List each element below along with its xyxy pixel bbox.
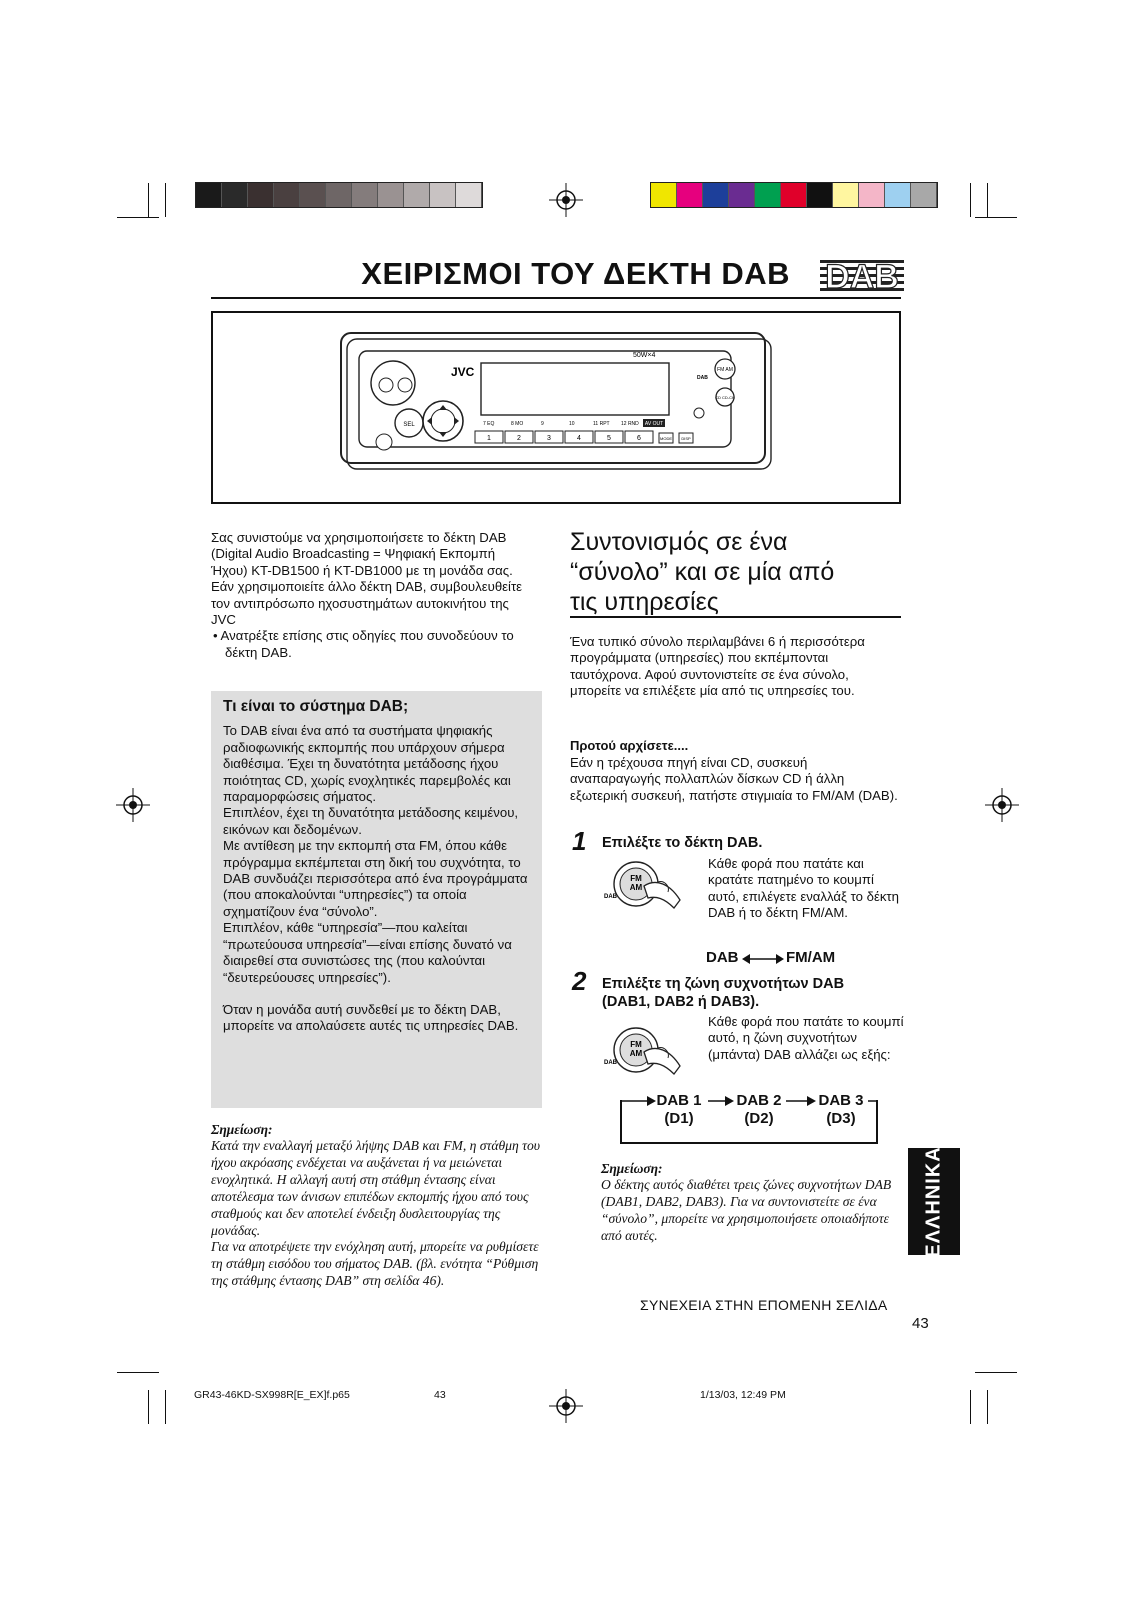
nine-label: 9 [541,421,544,427]
color-swatch [456,183,482,207]
dab-label: DAB [697,375,708,381]
color-swatch [300,183,326,207]
color-swatch [859,183,885,207]
step-number: 1 [572,826,587,856]
band-name: DAB 1 [656,1092,702,1109]
color-calibration-bar [650,182,938,208]
band-dab3 [814,1092,868,1128]
color-swatch [703,183,729,207]
crop-mark [970,1390,971,1424]
eq-label: 7 EQ [483,421,495,427]
intro-bullet: • Ανατρέξτε επίσης στις οδηγίες που συνοδεύουν το δέκτη DAB. [213,628,514,660]
crop-mark [117,217,159,218]
registration-mark-icon [549,1389,583,1423]
fm-am-button-icon [600,1022,702,1082]
section-intro [570,634,901,700]
registration-mark-icon [549,183,583,217]
section-heading-line: τις υπηρεσίες [570,588,719,616]
preset-button-label: 5 [607,435,611,442]
dab-info-paragraph: Το DAB είναι ένα από τα συστήματα ψηφιακής ραδιοφωνικής εκπομπής που υπάρχουν σήμερα διαθέσιμα. Έχει τη δυνατότητα μετάδοσης ήχου ποιότητας CD, χωρίς ενοχλητικές παρεμβολές και παραμορφώσεις σήματος. [223,723,511,805]
section-heading-line: “σύνολο” και σε μία από [570,558,835,586]
car-radio-illustration [213,313,899,502]
preset-button-label: 2 [517,435,521,442]
color-swatch [911,183,937,207]
knob-dab-label: DAB [604,894,617,900]
page-title: ΧΕΙΡΙΣΜΟΙ ΤΟΥ ΔΕΚΤΗ DAB [361,256,790,291]
color-swatch [378,183,404,207]
knob-am-label: AM [629,1049,643,1058]
fm-am-button-icon [600,856,702,916]
right-note [601,1161,901,1245]
section-heading-line: Συντονισμός σε ένα [570,528,788,556]
preset-button-label: 4 [577,435,581,442]
step-description-paragraph: Κάθε φορά που πατάτε και κρατάτε πατημένο το κουμπί αυτό, επιλέγετε εναλλάξ το δέκτη DAB ή το δέκτη FM/AM. [708,856,899,921]
dab-toggle-right: FM/AM [786,949,836,966]
crop-mark [165,1390,166,1424]
rpt-label: 11 RPT [593,421,610,427]
crop-mark [987,1390,988,1424]
power-label: 50W×4 [633,352,656,359]
dab-info-paragraph: Όταν η μονάδα αυτή συνδεθεί με το δέκτη DAB, μπορείτε να απολαύσετε αυτές τις υπηρεσίες DAB. [223,1001,519,1034]
preset-button-label: 1 [487,435,491,442]
section-heading [570,527,900,617]
rnd-label: 12 RND [621,421,639,427]
color-swatch [651,183,677,207]
left-note [211,1122,542,1290]
band-dab1 [652,1092,706,1128]
step-title [602,975,844,1011]
color-swatch [274,183,300,207]
color-swatch [430,183,456,207]
note-paragraph: Για να αποτρέψετε την ενόχληση αυτή, μπορείτε να ρυθμίσετε τη στάθμη εισόδου του σήματος DAB. (βλ. ενότητα “Ρύθμιση της στάθμης έντασης DAB” στη σελίδα 46). [211,1239,539,1289]
dab-logo-icon [820,258,904,297]
note-heading: Σημείωση: [211,1122,273,1137]
fmam-label: FM AM [717,367,733,373]
cd-label: CD CD-CH [715,395,735,400]
before-start-heading: Προτού αρχίσετε.... [570,738,689,753]
crop-mark [148,183,149,217]
registration-mark-icon [116,788,150,822]
crop-mark [970,183,971,217]
step-title-line: Επιλέξτε τη ζώνη συχνοτήτων DAB [602,976,845,992]
dab-logo-text: DAB [825,258,899,292]
color-swatch [222,183,248,207]
registration-mark-icon [985,788,1019,822]
step-description [708,856,904,922]
color-swatch [248,183,274,207]
section-rule [570,616,901,618]
section-intro-paragraph: Ένα τυπικό σύνολο περιλαμβάνει 6 ή περισσότερα προγράμματα (υπηρεσίες) που εκπέμπονται ταυτόχρονα. Αφού συντονιστείτε σε ένα σύνολο, μπορείτε να επιλέξετε μία από τις υπηρεσίες του. [570,634,865,699]
disp-label: DISP [681,436,691,441]
footer-filename: GR43-46KD-SX998R[E_EX]f.p65 [194,1389,350,1401]
dab-info-box [211,691,542,1108]
crop-mark [975,1372,1017,1373]
color-swatch [807,183,833,207]
color-swatch [781,183,807,207]
band-code: (D2) [744,1110,774,1127]
preset-button-label: 6 [637,435,641,442]
intro-paragraph: Σας συνιστούμε να χρησιμοποιήσετε το δέκτη DAB (Digital Audio Broadcasting = Ψηφιακή Εκπομπή Ήχου) KT-DB1500 ή KT-DB1000 με τη μονάδα σας. [211,530,513,578]
color-swatch [885,183,911,207]
mo-label: 8 MO [511,421,524,427]
before-start-text [570,755,901,804]
band-dab2 [732,1092,786,1128]
brand-label: JVC [451,365,475,379]
continue-notice: ΣΥΝΕΧΕΙΑ ΣΤΗΝ ΕΠΟΜΕΝΗ ΣΕΛΙΔΑ [640,1297,888,1313]
language-tab [908,1145,960,1258]
dab-info-paragraph: Επιπλέον, κάθε “υπηρεσία”—που καλείται “πρωτεύουσα υπηρεσία”—είναι επίσης δυνατό να διαιρεθεί στα συνιστώσες της (που καλούνται “δευτερεύουσες υπηρεσίες”). [223,920,512,985]
crop-mark [117,1372,159,1373]
intro-text [211,530,529,661]
before-start-paragraph: Εάν η τρέχουσα πηγή είναι CD, συσκευή αναπαραγωγής πολλαπλών δίσκων CD ή άλλη εξωτερική συσκευή, πατήστε στιγμιαία το FM/AM (DAB). [570,755,898,803]
color-swatch [196,183,222,207]
band-name: DAB 2 [736,1092,782,1109]
band-name: DAB 3 [818,1092,864,1109]
intro-paragraph: Εάν χρησιμοποιείτε άλλο δέκτη DAB, συμβουλευθείτε τον αντιπρόσωπο ηχοσυστημάτων αυτοκινήτου της JVC [211,579,523,628]
dab-toggle-left: DAB [706,949,739,966]
knob-am-label: AM [629,883,643,892]
crop-mark [987,183,988,217]
note-paragraph: Κατά την εναλλαγή μεταξύ λήψης DAB και FM, η στάθμη του ήχου ακρόασης ενδέχεται να αυξάνεται ή να μειώνεται ενοχλητικά. Η αλλαγή αυτή στη στάθμη έντασης είναι αποτέλεσμα των άνισων επιπέδων εκπομπής ήχου από τους σταθμούς και δεν αποτελεί ένδειξη δυσλειτουργίας της μονάδας. [211,1138,541,1238]
title-rule [211,297,901,299]
knob-fm-label: FM [630,874,642,883]
dab-info-paragraph: Επιπλέον, έχει τη δυνατότητα μετάδοσης κειμένου, εικόνων και δεδομένων. [223,805,519,837]
step-title-line: (DAB1, DAB2 ή DAB3). [602,994,760,1010]
color-swatch [404,183,430,207]
band-code: (D1) [664,1110,694,1127]
ten-label: 10 [569,421,575,427]
avout-label: AV OUT [644,421,664,427]
color-swatch [326,183,352,207]
dab-info-heading: Τι είναι το σύστημα DAB; [223,698,409,715]
footer-page: 43 [434,1389,446,1401]
footer-date: 1/13/03, 12:49 PM [700,1389,786,1401]
dab-info-paragraph: Με αντίθεση με την εκπομπή στα FM, όπου κάθε πρόγραμμα εκπέμπεται στη δική του συχνότητα, το DAB συνδυάζει περισσότερα από ένα προγράμματα (που αποκαλούνται “υπηρεσίες”) τα οποία σχηματίζουν ένα “σύνολο”. [223,838,528,919]
crop-mark [975,217,1017,218]
note-paragraph: Ο δέκτης αυτός διαθέτει τρεις ζώνες συχνοτήτων DAB (DAB1, DAB2, DAB3). Για να συντονιστείτε σε ένα “σύνολο”, μπορείτε να χρησιμοποιήσετε οποιαδήποτε από αυτές. [601,1177,892,1243]
double-arrow-icon [742,952,784,966]
color-swatch [755,183,781,207]
crop-mark [148,1390,149,1424]
grayscale-calibration-bar [195,182,483,208]
note-heading: Σημείωση: [601,1161,663,1176]
crop-mark [165,183,166,217]
page-number: 43 [912,1315,929,1332]
color-swatch [677,183,703,207]
band-code: (D3) [826,1110,856,1127]
color-swatch [833,183,859,207]
color-swatch [729,183,755,207]
step-title: Επιλέξτε το δέκτη DAB. [602,835,763,851]
step-number: 2 [572,966,587,996]
mode-label: MODE [660,436,672,441]
knob-fm-label: FM [630,1040,642,1049]
language-tab-label: ΕΛΛΗΝΙΚΑ [922,1145,945,1258]
color-swatch [352,183,378,207]
knob-dab-label: DAB [604,1060,617,1066]
step-description-paragraph: Κάθε φορά που πατάτε το κουμπί αυτό, η ζώνη συχνοτήτων (μπάντα) DAB αλλάζει ως εξής: [708,1014,904,1062]
radio-figure [211,311,901,504]
preset-button-label: 3 [547,435,551,442]
step-description [708,1014,904,1063]
sel-label: SEL [403,422,415,428]
